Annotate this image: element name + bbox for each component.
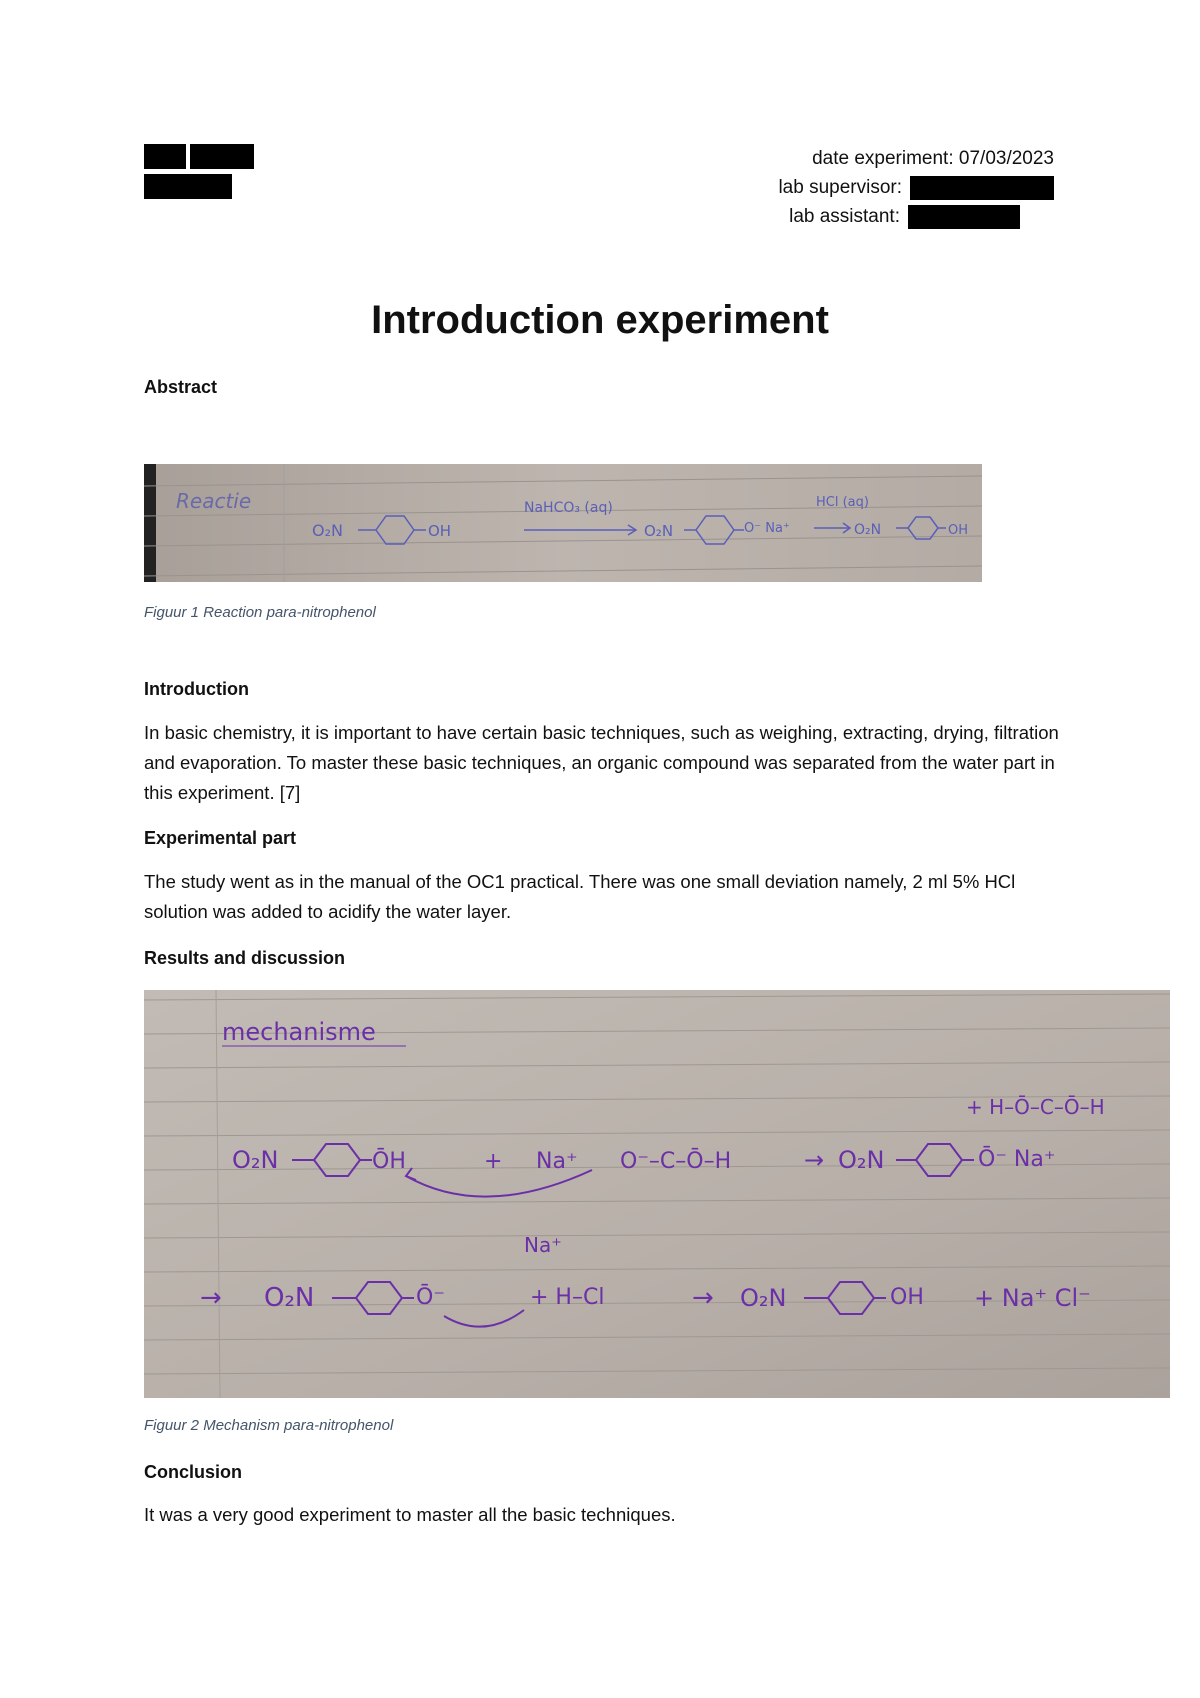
sketch2-row2-salt: + Na⁺ Cl⁻ [974, 1284, 1091, 1312]
experimental-text: The study went as in the manual of the OC1 practical. There was one small deviation namely, 2 ml 5% HCl solution was added to acidify the water layer. [144, 871, 1016, 922]
supervisor-label: lab supervisor: [778, 177, 902, 198]
assistant-label: lab assistant: [789, 206, 900, 227]
sketch2-row1-product: O₂N [838, 1146, 885, 1174]
redacted-name-block-3 [144, 174, 232, 199]
sketch1-product1-left: O₂N [644, 522, 674, 540]
sketch2-row1-oh: ŌH [372, 1149, 406, 1174]
results-heading: Results and discussion [144, 948, 346, 968]
experimental-heading: Experimental part [144, 828, 297, 848]
sketch2-row2-product: O₂N [740, 1284, 787, 1312]
conclusion-heading: Conclusion [144, 1462, 242, 1482]
sketch2-row2-oh: OH [890, 1285, 924, 1310]
sketch2-row1-carbonic: + H–Ō–C–Ō–H [966, 1095, 1105, 1119]
introduction-heading: Introduction [144, 679, 249, 699]
sketch2-row2-arrow1: → [200, 1283, 222, 1313]
sketch2-row1-phenolate: Ō⁻ Na⁺ [978, 1147, 1056, 1172]
redacted-supervisor [910, 176, 1054, 200]
sketch1-product1-right: O⁻ Na⁺ [744, 521, 790, 536]
redacted-name-block-1 [144, 144, 186, 169]
sketch2-label: mechanisme [222, 1018, 376, 1046]
sketch2-row1-arrow: → [804, 1146, 825, 1174]
date-row [778, 144, 1054, 173]
sketch1-product2-left: O₂N [854, 522, 882, 538]
abstract-heading: Abstract [144, 377, 218, 397]
assistant-row [778, 202, 1020, 231]
figure1-caption: Figuur 1 Reaction para-nitrophenol [144, 604, 376, 621]
sketch2-row2-phenolate: Ō⁻ [416, 1285, 445, 1310]
sketch2-row1-plus: + [484, 1149, 503, 1174]
introduction-text: In basic chemistry, it is important to have certain basic techniques, such as weighing, extracting, drying, filtration and evaporation. To master these basic techniques, an organic compound was separated from the water part in this experiment. [7] [144, 722, 1059, 803]
sketch2-row1-na: Na⁺ [536, 1149, 578, 1174]
sketch1-product2-right: OH [948, 523, 969, 538]
figure-mechanism-photo [144, 990, 1170, 1398]
sketch1-label: Reactie [176, 489, 252, 513]
redacted-name-block-2 [190, 144, 254, 169]
sketch2-row1-reactant: O₂N [232, 1146, 279, 1174]
header-meta [778, 144, 1054, 231]
sketch2-row2-hcl: + H–Cl [530, 1285, 605, 1310]
sketch2-row2-arrow2: → [692, 1283, 714, 1313]
sketch2-row2-na: Na⁺ [524, 1233, 562, 1257]
redacted-assistant [908, 205, 1020, 229]
figure2-caption: Figuur 2 Mechanism para-nitrophenol [144, 1417, 394, 1434]
sketch1-reactant: O₂N [312, 521, 343, 540]
figure-reaction-photo [144, 464, 982, 582]
page-title: Introduction experiment [371, 298, 829, 342]
date-value: 07/03/2023 [958, 148, 1054, 169]
date-label: date experiment: [812, 148, 954, 169]
supervisor-row [778, 173, 1054, 202]
sketch2-row1-bicarb: O⁻–C–Ō–H [620, 1149, 732, 1174]
conclusion-text: It was a very good experiment to master all the basic techniques. [144, 1504, 676, 1525]
sketch2-row2-reactant: O₂N [264, 1283, 315, 1313]
sketch1-reagent2: HCl (aq) [816, 495, 869, 510]
sketch1-oh: OH [428, 522, 452, 540]
sketch1-reagent1: NaHCO₃ (aq) [524, 500, 613, 516]
